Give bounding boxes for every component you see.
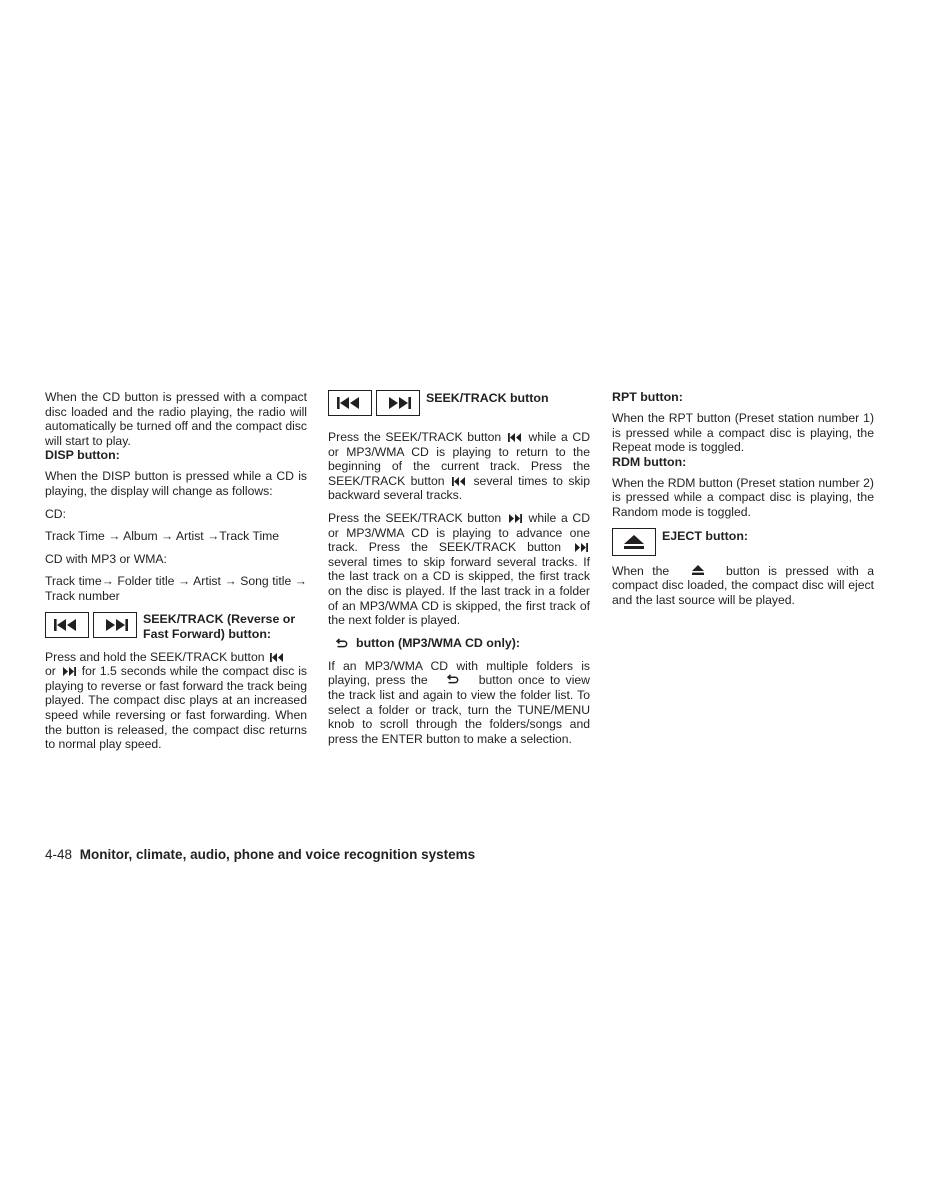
return-arrow-icon — [336, 638, 348, 648]
eject-text-b: button is pressed with a compact disc loaded, the compact disc will eject and the last source will be played. — [612, 563, 874, 607]
section-title: Monitor, climate, audio, phone and voice recognition systems — [79, 847, 476, 862]
page-footer — [45, 847, 475, 863]
seek-back-text-a: Press the SEEK/TRACK button — [328, 430, 502, 444]
back-button-text-b: button once to view the track list and again to view the folder list. To select a folder or track, turn the TUNE/MENU knob to scroll through the folders/songs and press the ENTER button to make a selection. — [328, 673, 590, 746]
seek-back-text-c: several times to skip backward several tracks. — [328, 473, 591, 503]
return-arrow-icon — [447, 674, 459, 684]
eject-text-a: When the — [612, 563, 670, 578]
back-button-heading-row — [336, 636, 590, 651]
disp-heading: DISP button: — [45, 448, 120, 463]
skip-forward-icon — [102, 619, 128, 631]
eject-heading: EJECT button: — [662, 528, 749, 543]
column-right — [612, 390, 874, 607]
cd-sequence: Track Time → Album → Artist →Track Time — [45, 529, 280, 544]
page-number: 4-48 — [45, 847, 73, 862]
eject-icon — [624, 535, 644, 549]
disp-text: When the DISP button is pressed while a CD is playing, the display will change as follows: — [45, 469, 307, 498]
seek-forward-key — [93, 612, 137, 638]
seek-forward-text-a: Press the SEEK/TRACK button — [328, 510, 502, 525]
eject-key — [612, 528, 656, 556]
column-middle — [328, 390, 590, 746]
cd-intro-text: When the CD button is pressed with a compact disc loaded and the radio playing, the radio will automatically be turned off and the compact disc will start to play. — [45, 390, 307, 448]
skip-back-icon — [452, 477, 466, 486]
seek-track-heading: SEEK/TRACK button — [426, 391, 549, 405]
skip-back-icon — [508, 433, 522, 442]
seek-text-part1: Press and hold the SEEK/TRACK button — [45, 649, 265, 664]
back-button-text-a: If an MP3/WMA CD with multiple folders is playing, press the — [328, 658, 590, 688]
skip-forward-icon — [62, 667, 76, 676]
seek-text-part2: or — [45, 664, 56, 679]
skip-forward-icon — [385, 397, 411, 409]
rpt-text: When the RPT button (Preset station number 1) is pressed while a compact disc is playing, the Repeat mode is toggled. — [612, 411, 874, 455]
rdm-text: When the RDM button (Preset station number 2) is pressed while a compact disc is playing, the Random mode is toggled. — [612, 475, 874, 519]
eject-block — [612, 528, 874, 556]
seek-back-key — [45, 612, 89, 638]
skip-back-icon — [54, 619, 80, 631]
seek-forward-key — [376, 390, 420, 416]
seek-back-text — [328, 430, 590, 503]
mp3-label: CD with MP3 or WMA: — [45, 551, 167, 566]
cd-label: CD: — [45, 506, 66, 521]
back-button-heading: button (MP3/WMA CD only): — [356, 635, 521, 650]
seek-track-block — [328, 390, 590, 416]
seek-forward-text-b: while a CD or MP3/WMA CD is playing to advance one track. Press the SEEK/TRACK button — [328, 510, 590, 555]
eject-text — [612, 564, 874, 608]
skip-back-icon — [337, 397, 363, 409]
seek-text-part3: for 1.5 seconds while the compact disc is playing to reverse or fast forward the track being played. The compact disc plays at an increased speed while reversing or fast forwarding. When the button is released, the compact disc returns to normal play speed. — [45, 664, 308, 752]
seek-reverse-forward-heading: SEEK/TRACK (Reverse or Fast Forward) button: — [143, 611, 296, 641]
back-button-text — [328, 659, 590, 747]
seek-track-keys — [328, 390, 420, 416]
skip-forward-icon — [508, 514, 522, 523]
seek-forward-text — [328, 511, 590, 628]
seek-forward-text-c: several times to skip forward several tracks. If the last track on a CD is skipped, the first track on the disc is played. If the last track in a folder of an MP3/WMA CD is skipped, the first track of the next folder is played. — [328, 554, 590, 628]
rpt-heading: RPT button: — [612, 390, 683, 404]
seek-track-keys — [45, 612, 137, 638]
column-left — [45, 390, 307, 752]
eject-icon — [692, 565, 704, 575]
seek-back-key — [328, 390, 372, 416]
seek-track-reverse-forward-block — [45, 612, 307, 642]
mp3-sequence: Track time→ Folder title → Artist → Song title → Track number — [45, 574, 307, 603]
skip-forward-icon — [574, 543, 588, 552]
rdm-heading: RDM button: — [612, 454, 687, 469]
seek-reverse-forward-text — [45, 650, 307, 752]
skip-back-icon — [270, 653, 284, 662]
seek-back-text-b: while a CD or MP3/WMA CD is playing to return to the beginning of the current track. Press the SEEK/TRACK button — [328, 430, 590, 488]
